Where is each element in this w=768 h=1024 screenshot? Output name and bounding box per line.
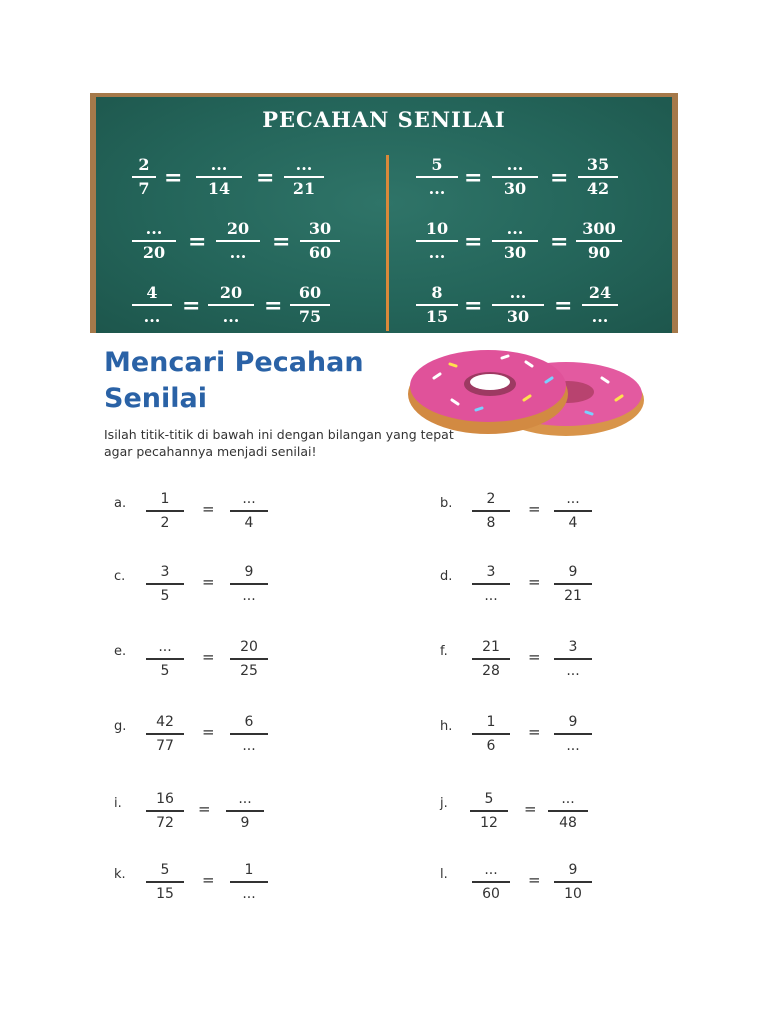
problem-l: [440, 861, 610, 911]
board-fraction: ... 30: [492, 283, 544, 327]
board-fraction: 10 ...: [416, 219, 458, 263]
problem-fraction-right[interactable]: 3 ...: [554, 638, 592, 680]
problem-fraction-right[interactable]: 9 ...: [230, 563, 268, 605]
problem-label: g.: [114, 719, 127, 734]
problem-f: [440, 638, 610, 688]
board-fraction: 20 ...: [216, 219, 260, 263]
problem-e: [114, 638, 284, 688]
equals-sign: =: [528, 500, 541, 518]
problem-fraction-left[interactable]: ... 60: [472, 861, 510, 903]
board-equals: =: [264, 293, 283, 319]
problem-label: j.: [440, 796, 448, 811]
problem-h: [440, 713, 610, 763]
problem-fraction-left: 21 28: [472, 638, 510, 680]
equals-sign: =: [202, 723, 215, 741]
board-equals: =: [464, 293, 483, 319]
worksheet-title-line1: Mencari Pecahan: [104, 347, 364, 378]
equals-sign: =: [202, 648, 215, 666]
problem-fraction-left: 1 6: [472, 713, 510, 755]
board-fraction: 300 90: [576, 219, 622, 263]
equals-sign: =: [528, 723, 541, 741]
equals-sign: =: [528, 871, 541, 889]
problem-label: l.: [440, 867, 448, 882]
problem-a: [114, 490, 284, 540]
problem-fraction-right[interactable]: ... 48: [548, 790, 588, 832]
equals-sign: =: [528, 648, 541, 666]
problem-label: e.: [114, 644, 127, 659]
board-equals: =: [188, 229, 207, 255]
problem-fraction-right[interactable]: ... 9: [226, 790, 264, 832]
equals-sign: =: [528, 573, 541, 591]
board-fraction: 8 15: [416, 283, 458, 327]
equals-sign: =: [198, 800, 211, 818]
worksheet-instruction: Isilah titik-titik di bawah ini dengan bilangan yang tepat agar pecahannya menjadi senilai!: [104, 427, 454, 459]
problem-fraction-left[interactable]: 3 ...: [472, 563, 510, 605]
problem-fraction-right: 9 10: [554, 861, 592, 903]
problem-fraction-left: 42 77: [146, 713, 184, 755]
board-equals: =: [464, 165, 483, 191]
problem-d: [440, 563, 610, 613]
chalkboard-divider: [386, 155, 389, 331]
problem-b: [440, 490, 610, 540]
board-fraction: 20 ...: [208, 283, 254, 327]
problem-fraction-left: 5 15: [146, 861, 184, 903]
board-equals: =: [272, 229, 291, 255]
problem-label: f.: [440, 644, 448, 659]
equals-sign: =: [202, 871, 215, 889]
chalkboard-title: PECAHAN SENILAI: [262, 107, 506, 132]
donuts-icon: [406, 338, 648, 448]
problem-fraction-left: 2 8: [472, 490, 510, 532]
board-fraction: ... 14: [196, 155, 242, 199]
problem-fraction-right: 20 25: [230, 638, 268, 680]
problem-fraction-left: 3 5: [146, 563, 184, 605]
problem-fraction-left: 1 2: [146, 490, 184, 532]
chalkboard: [90, 93, 678, 333]
problem-fraction-left[interactable]: ... 5: [146, 638, 184, 680]
problem-label: k.: [114, 867, 126, 882]
board-equals: =: [554, 293, 573, 319]
problem-label: i.: [114, 796, 122, 811]
equals-sign: =: [524, 800, 537, 818]
board-fraction: 35 42: [578, 155, 618, 199]
board-fraction: 5 ...: [416, 155, 458, 199]
problem-i: [114, 790, 284, 840]
worksheet-title-line2: Senilai: [104, 383, 207, 414]
problem-c: [114, 563, 284, 613]
problem-fraction-right[interactable]: ... 4: [230, 490, 268, 532]
board-fraction: 60 75: [290, 283, 330, 327]
problem-label: h.: [440, 719, 453, 734]
problem-fraction-left: 5 12: [470, 790, 508, 832]
problem-label: c.: [114, 569, 126, 584]
problem-label: d.: [440, 569, 453, 584]
problem-j: [440, 790, 610, 840]
equals-sign: =: [202, 500, 215, 518]
problem-fraction-left: 16 72: [146, 790, 184, 832]
board-equals: =: [256, 165, 275, 191]
problem-fraction-right[interactable]: ... 4: [554, 490, 592, 532]
problem-g: [114, 713, 284, 763]
board-fraction: 30 60: [300, 219, 340, 263]
board-equals: =: [182, 293, 201, 319]
board-fraction: ... 30: [492, 155, 538, 199]
problem-fraction-right[interactable]: 1 ...: [230, 861, 268, 903]
problem-fraction-right: 9 21: [554, 563, 592, 605]
board-fraction: ... 20: [132, 219, 176, 263]
board-fraction: 2 7: [132, 155, 156, 199]
problem-fraction-right[interactable]: 6 ...: [230, 713, 268, 755]
problem-label: a.: [114, 496, 127, 511]
problem-k: [114, 861, 284, 911]
worksheet-title: [104, 345, 364, 417]
board-fraction: 4 ...: [132, 283, 172, 327]
board-equals: =: [164, 165, 183, 191]
board-equals: =: [464, 229, 483, 255]
chalkboard-surface: [96, 97, 672, 333]
board-equals: =: [550, 229, 569, 255]
problem-fraction-right[interactable]: 9 ...: [554, 713, 592, 755]
equals-sign: =: [202, 573, 215, 591]
board-equals: =: [550, 165, 569, 191]
board-fraction: 24 ...: [582, 283, 618, 327]
board-fraction: ... 21: [284, 155, 324, 199]
problem-label: b.: [440, 496, 453, 511]
board-fraction: ... 30: [492, 219, 538, 263]
